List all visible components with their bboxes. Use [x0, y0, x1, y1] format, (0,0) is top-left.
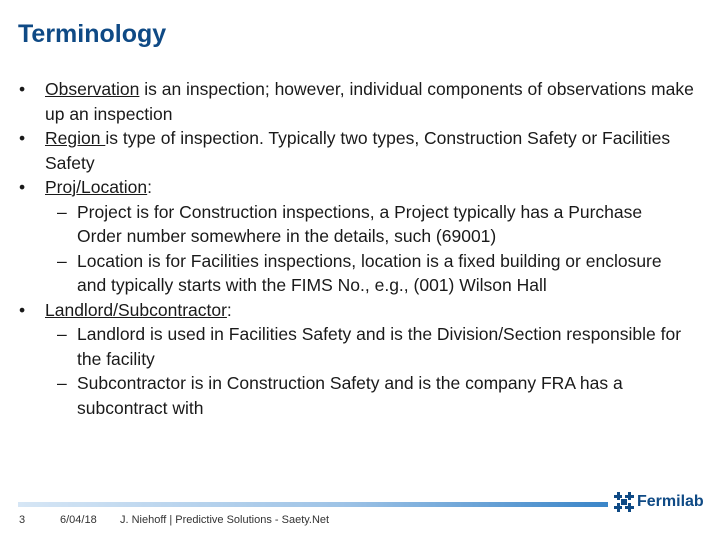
slide-title: Terminology	[18, 20, 167, 48]
bullet-text: is type of inspection. Typically two types, Construction Safety or Facilities Safety	[45, 128, 671, 173]
bullet-observation	[0, 77, 720, 126]
term-region: Region	[45, 128, 106, 148]
bullet-marker: •	[19, 177, 26, 197]
fermilab-logo-icon	[614, 492, 634, 512]
sub-bullet-text: Project is for Construction inspections, a Project typically has a Purchase Order number somewhere in the details, such (69001)	[77, 201, 643, 246]
sub-bullet-text: Subcontractor is in Construction Safety and is the company FRA has a subcontract with	[77, 373, 623, 418]
sub-bullet-project	[0, 200, 720, 249]
bullet-text: is an inspection; however, individual components of observations make up an inspection	[45, 79, 694, 124]
term-observation: Observation	[45, 79, 140, 99]
bullet-text: :	[226, 299, 232, 320]
bullet-landlord-subcontractor	[0, 298, 720, 323]
sub-bullet-landlord	[0, 322, 720, 371]
term-proj-location: Proj/Location	[45, 177, 148, 197]
bullet-proj-location	[0, 175, 720, 200]
sub-bullet-subcontractor	[0, 371, 720, 420]
bullet-text: :	[147, 177, 153, 197]
sub-bullet-marker: –	[57, 373, 67, 393]
footer-credit: J. Niehoff | Predictive Solutions - Saety.Net	[120, 514, 330, 526]
sub-bullet-location	[0, 249, 720, 298]
sub-bullet-marker: –	[57, 201, 67, 222]
page-number: 3	[19, 514, 26, 526]
bullet-marker: •	[19, 299, 26, 320]
sub-bullet-marker: –	[57, 324, 67, 344]
bullet-marker: •	[19, 128, 26, 148]
term-landlord-subcontractor: Landlord/Subcontractor	[45, 299, 227, 320]
logo-text: Fermilab	[637, 493, 704, 510]
sub-bullet-text: Landlord is used in Facilities Safety and is the Division/Section responsible for the facility	[77, 324, 682, 369]
sub-bullet-text: Location is for Facilities inspections, location is a fixed building or enclosure and typically starts with the FIMS No., e.g., (001) Wilson Hall	[77, 250, 662, 295]
footer-date: 6/04/18	[60, 514, 97, 526]
bullet-region	[0, 126, 720, 175]
fermilab-logo	[614, 490, 704, 514]
bullet-list	[0, 77, 720, 420]
sub-bullet-marker: –	[57, 250, 67, 271]
bullet-marker: •	[19, 79, 26, 99]
footer-divider	[18, 502, 608, 507]
